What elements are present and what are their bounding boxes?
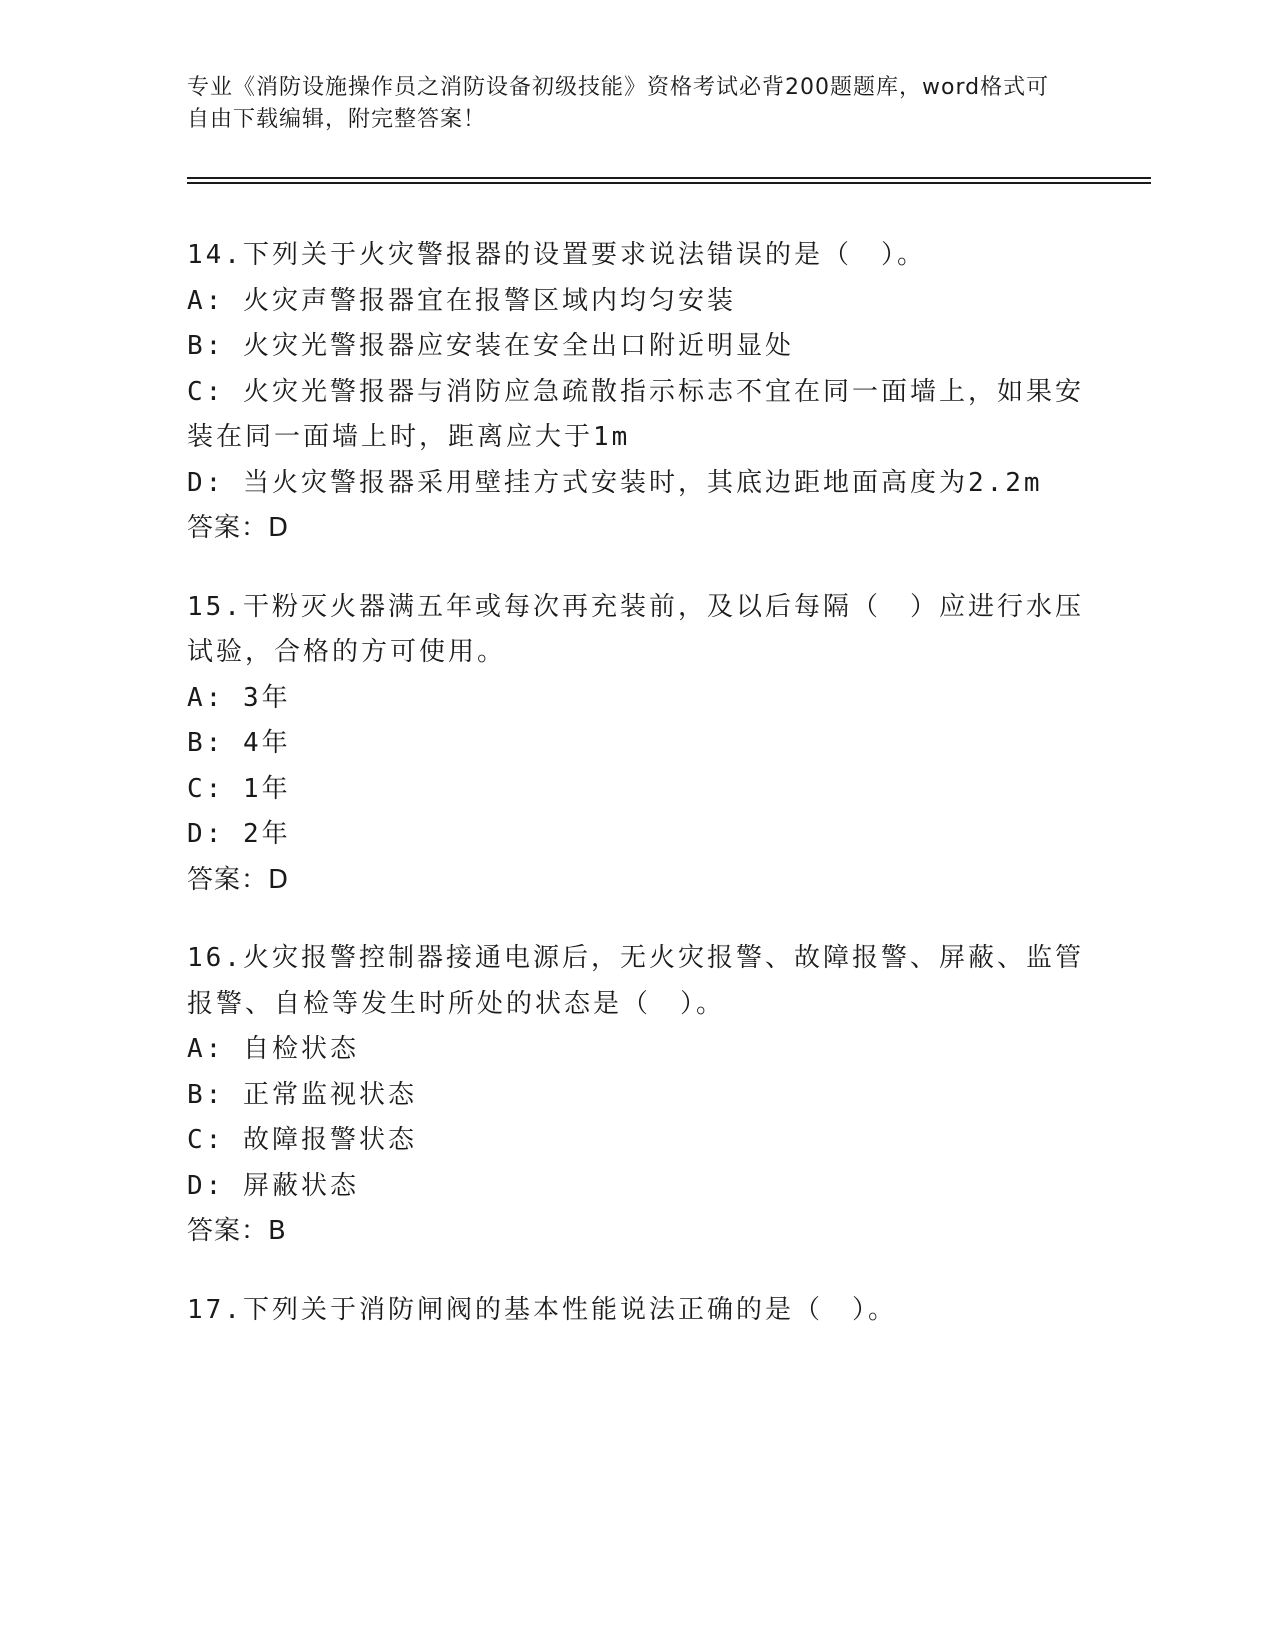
header-divider-bottom [187, 182, 1151, 184]
question-stem: 17.下列关于消防闸阀的基本性能说法正确的是（ ）。 [187, 1294, 897, 1325]
answer-label: 答案：D [187, 864, 290, 895]
option-b: B: 正常监视状态 [187, 1079, 417, 1110]
option-a: A: 火灾声警报器宜在报警区域内均匀安装 [187, 285, 736, 316]
question-stem: 14.下列关于火灾警报器的设置要求说法错误的是（ ）。 [187, 240, 926, 270]
header-divider-top [187, 177, 1151, 179]
option-b: B: 火灾光警报器应安装在安全出口附近明显处 [187, 331, 794, 361]
option-a: A: 自检状态 [187, 1034, 359, 1064]
option-a: A: 3年 [187, 682, 291, 713]
option-d: D: 2年 [187, 819, 291, 849]
option-d: D: 屏蔽状态 [187, 1170, 359, 1201]
question-stem: 15.干粉灭火器满五年或每次再充装前，及以后每隔（ ）应进行水压试验，合格的方可使用。 [187, 591, 1084, 667]
question-list [187, 233, 1087, 1366]
answer-label: 答案：D [187, 513, 290, 543]
option-c: C: 故障报警状态 [187, 1125, 417, 1155]
option-c: C: 1年 [187, 773, 291, 804]
option-c: C: 火灾光警报器与消防应急疏散指示标志不宜在同一面墙上，如果安装在同一面墙上时，距离应大于1m [187, 376, 1084, 452]
option-b: B: 4年 [187, 728, 291, 758]
question-14 [187, 233, 1087, 552]
question-stem: 16.火灾报警控制器接通电源后，无火灾报警、故障报警、屏蔽、监管报警、自检等发生时所处的状态是（ ）。 [187, 943, 1084, 1019]
question-16 [187, 936, 1087, 1255]
question-15 [187, 585, 1087, 904]
answer-label: 答案：B [187, 1216, 287, 1246]
question-17 [187, 1288, 1087, 1334]
option-d: D: 当火灾警报器采用壁挂方式安装时，其底边距地面高度为2.2m [187, 467, 1043, 498]
document-header: 专业《消防设施操作员之消防设备初级技能》资格考试必背200题题库，word格式可自由下载编辑，附完整答案！ [187, 75, 1050, 132]
